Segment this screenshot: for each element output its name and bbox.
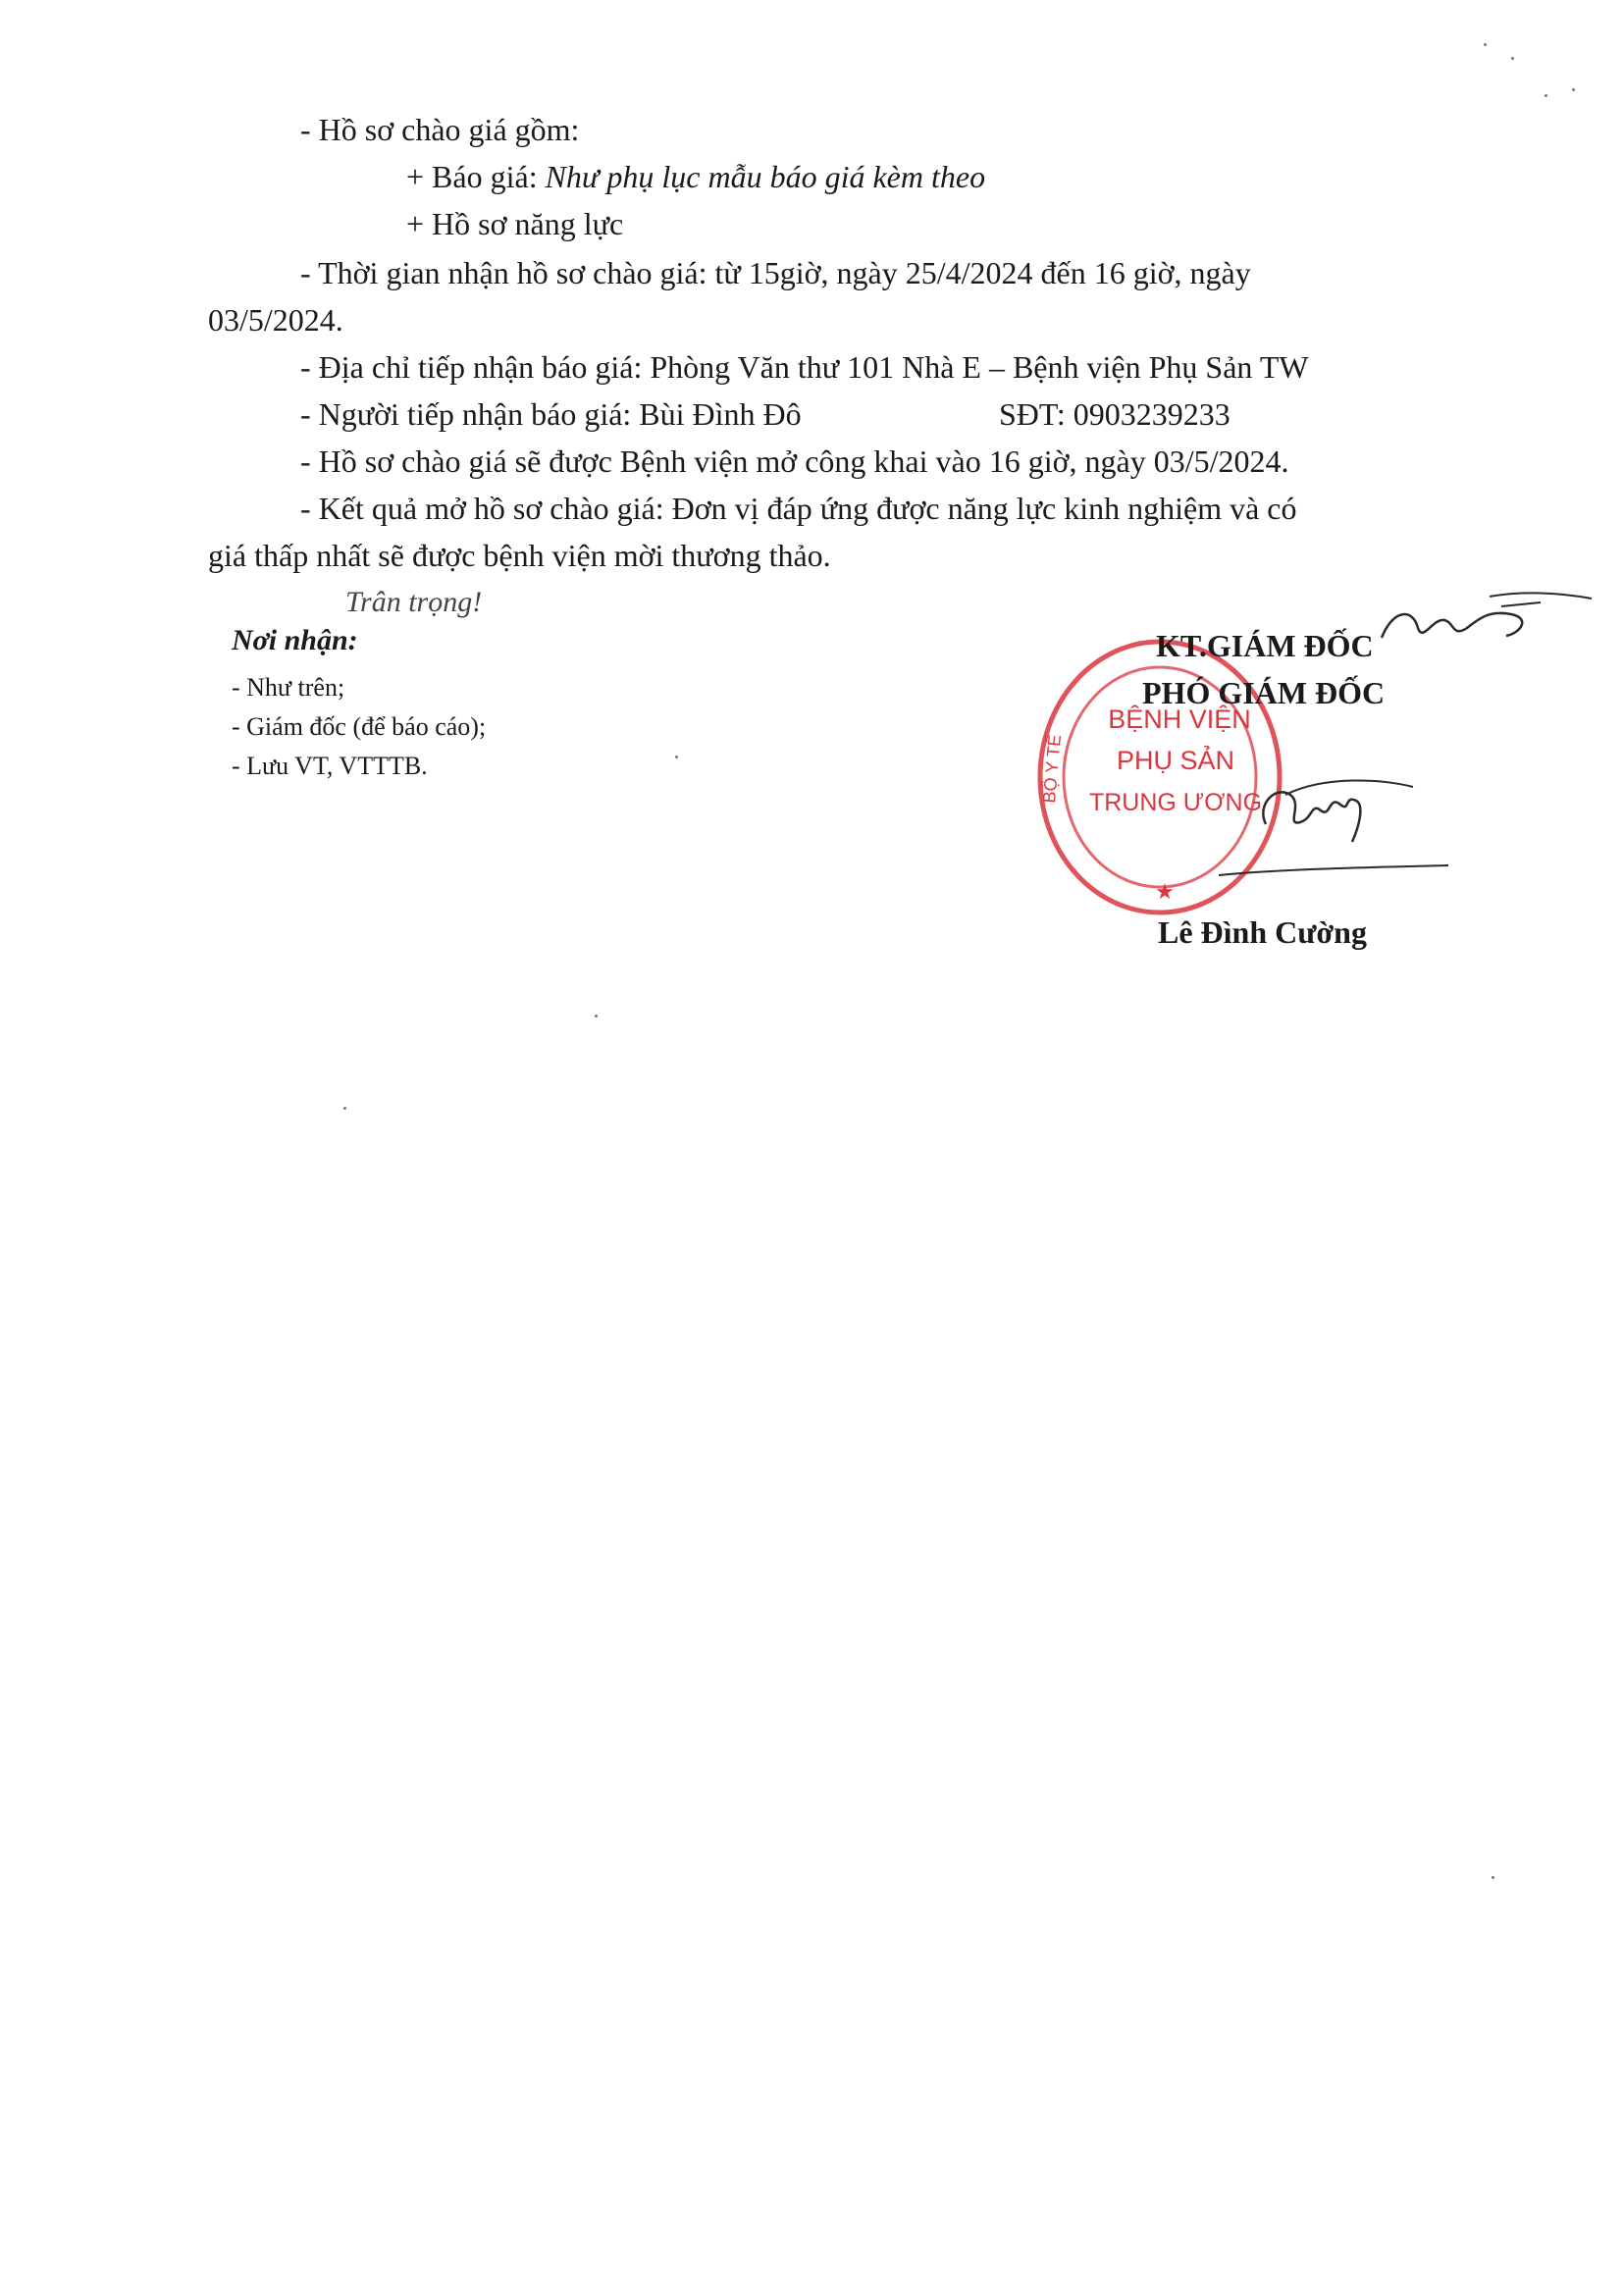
scan-speck [343, 1107, 346, 1110]
scan-speck [1484, 43, 1487, 46]
recipients-title: Nơi nhận: [232, 624, 358, 656]
stamp-line-2: PHỤ SẢN [1116, 746, 1235, 775]
recipient-item: - Lưu VT, VTTTB. [232, 752, 428, 780]
signature-title-2: PHÓ GIÁM ĐỐC [1142, 675, 1386, 710]
body-line-1: - Hồ sơ chào giá gồm: [300, 112, 580, 147]
scan-speck [1572, 88, 1575, 91]
stamp-side-text: BỘ Y TẾ [1039, 733, 1066, 805]
body-line-2-italic: Như phụ lục mẫu báo giá kèm theo [545, 159, 986, 194]
initial-signature [1374, 579, 1599, 657]
receiver-name: - Người tiếp nhận báo giá: Bùi Đình Đô [300, 396, 802, 432]
body-line-5: 03/5/2024. [208, 302, 343, 338]
recipient-item: - Giám đốc (để báo cáo); [232, 712, 487, 741]
body-line-6: - Địa chỉ tiếp nhận báo giá: Phòng Văn thư 101 Nhà E – Bệnh viện Phụ Sản TW [300, 349, 1309, 385]
body-line-10: giá thấp nhất sẽ được bệnh viện mời thương thảo. [208, 538, 831, 573]
stamp-star-icon: ★ [1155, 880, 1175, 905]
signature-underline [1217, 861, 1452, 881]
director-signature [1246, 765, 1442, 854]
signer-name: Lê Đình Cường [1158, 914, 1367, 950]
scan-speck [1544, 94, 1547, 97]
signature-title-1: KT.GIÁM ĐỐC [1156, 628, 1374, 663]
scan-speck [595, 1015, 598, 1018]
body-line-7 [300, 394, 1230, 434]
stamp-line-3: TRUNG ƯƠNG [1088, 789, 1263, 816]
recipient-item: - Như trên; [232, 673, 345, 702]
receiver-phone: SĐT: 0903239233 [999, 396, 1230, 432]
body-line-2-prefix: + Báo giá: [406, 159, 546, 194]
body-line-4: - Thời gian nhận hồ sơ chào giá: từ 15giờ, ngày 25/4/2024 đến 16 giờ, ngày [300, 255, 1251, 290]
body-line-9: - Kết quả mở hồ sơ chào giá: Đơn vị đáp ứng được năng lực kinh nghiệm và có [300, 491, 1297, 526]
scan-speck [675, 756, 678, 758]
regards-text: Trân trọng! [345, 586, 483, 618]
stamp-line-1: BỆNH VIỆN [1108, 704, 1251, 734]
body-line-2 [406, 157, 985, 196]
body-line-3: + Hồ sơ năng lực [406, 206, 624, 241]
scan-speck [1511, 57, 1514, 60]
body-line-8: - Hồ sơ chào giá sẽ được Bệnh viện mở công khai vào 16 giờ, ngày 03/5/2024. [300, 444, 1289, 479]
scan-speck [1492, 1876, 1494, 1879]
